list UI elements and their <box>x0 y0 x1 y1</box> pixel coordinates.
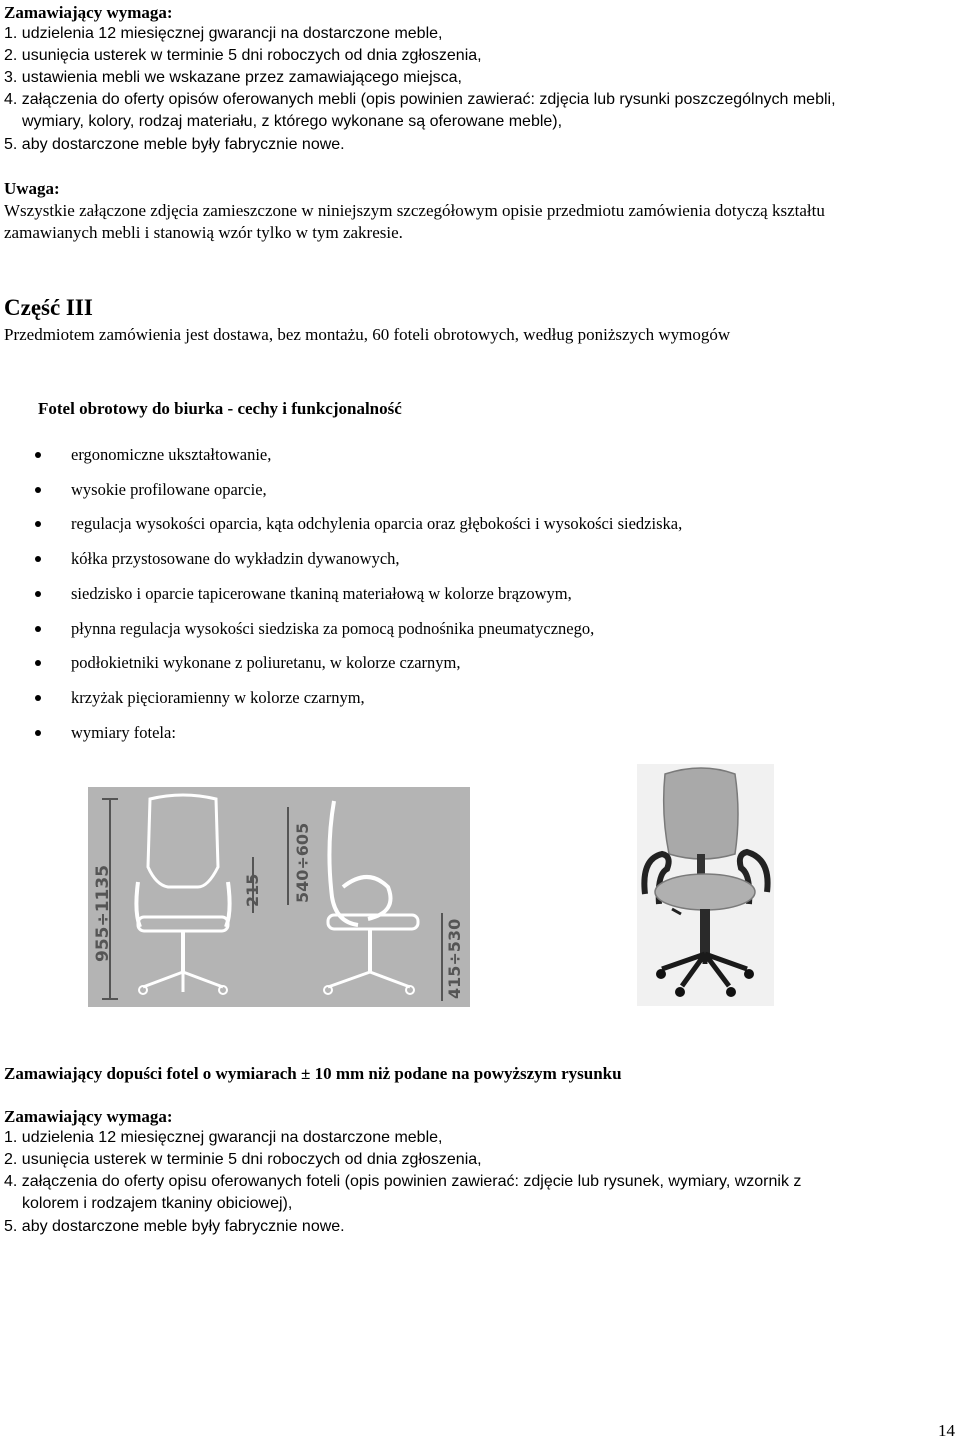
requirement-item: 5. aby dostarczone meble były fabrycznie nowe. <box>4 136 345 153</box>
dim-label-back-height: 540÷605 <box>293 822 312 903</box>
part-intro: Przedmiotem zamówienia jest dostawa, bez montażu, 60 foteli obrotowych, według poniższych wymogów <box>4 325 731 344</box>
dim-label-total: 955÷1135 <box>93 864 113 962</box>
requirement-item: 4. załączenia do oferty opisów oferowanych mebli (opis powinien zawierać: zdjęcia lub rysunki poszczególnych mebli, <box>4 91 836 108</box>
note-heading: Uwaga: <box>4 179 60 198</box>
chair-photo <box>637 764 774 1006</box>
chair-dimension-drawing <box>88 787 470 1007</box>
feature-subheading: Fotel obrotowy do biurka - cechy i funkcjonalność <box>38 399 402 418</box>
requirements-heading: Zamawiający wymaga: <box>4 1107 173 1126</box>
requirement-item: 2. usunięcia usterek w terminie 5 dni roboczych od dnia zgłoszenia, <box>4 47 482 64</box>
requirement-item: 5. aby dostarczone meble były fabrycznie nowe. <box>4 1218 345 1235</box>
note-text-line: Wszystkie załączone zdjęcia zamieszczone w niniejszym szczegółowym opisie przedmiotu zamówienia dotyczą kształtu <box>4 201 825 220</box>
requirements-heading: Zamawiający wymaga: <box>4 3 173 22</box>
requirement-item: 2. usunięcia usterek w terminie 5 dni roboczych od dnia zgłoszenia, <box>4 1151 482 1168</box>
requirement-item: 1. udzielenia 12 miesięcznej gwarancji na dostarczone meble, <box>4 1129 443 1146</box>
page-number: 14 <box>938 1421 955 1440</box>
bullet-icon <box>35 591 41 597</box>
dim-label-backrest: 215 <box>243 873 262 907</box>
dim-label-seat-height: 415÷530 <box>445 918 464 999</box>
bullet-icon <box>35 695 41 701</box>
bullet-icon <box>35 660 41 666</box>
bullet-icon <box>35 487 41 493</box>
bullet-icon <box>35 730 41 736</box>
bullet-icon <box>35 452 41 458</box>
note-text-line: zamawianych mebli i stanowią wzór tylko w tym zakresie. <box>4 223 403 242</box>
requirement-item: 3. ustawienia mebli we wskazane przez zamawiającego miejsca, <box>4 69 462 86</box>
bullet-icon <box>35 556 41 562</box>
tolerance-note: Zamawiający dopuści fotel o wymiarach ± 10 mm niż podane na powyższym rysunku <box>4 1064 622 1083</box>
part-title: Część III <box>4 295 93 320</box>
requirement-item: 1. udzielenia 12 miesięcznej gwarancji na dostarczone meble, <box>4 25 443 42</box>
requirement-item-continued: kolorem i rodzajem tkaniny obiciowej), <box>22 1195 293 1212</box>
requirement-item-continued: wymiary, kolory, rodzaj materiału, z którego wykonane są oferowane meble), <box>22 113 563 130</box>
bullet-icon <box>35 521 41 527</box>
requirement-item: 4. załączenia do oferty opisu oferowanych foteli (opis powinien zawierać: zdjęcie lub rysunek, wymiary, wzornik z <box>4 1173 802 1190</box>
bullet-icon <box>35 626 41 632</box>
